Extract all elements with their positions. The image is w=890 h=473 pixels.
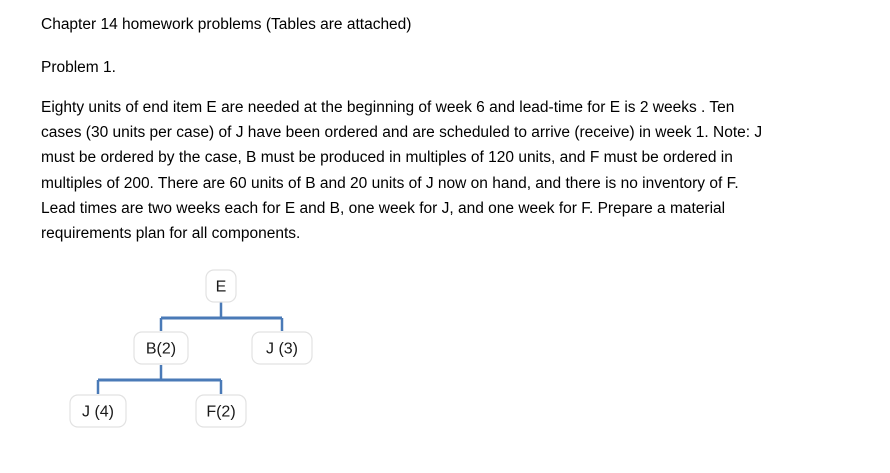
node-f <box>196 395 246 427</box>
node-j4 <box>70 395 126 427</box>
node-j3-label: J (3) <box>266 340 298 358</box>
node-e-label: E <box>215 278 227 296</box>
node-b <box>134 332 188 364</box>
paragraph-line-4: multiples of 200. There are 60 units of B and 20 units of J now on hand, and there is no inventory of F. <box>41 175 739 192</box>
node-j4-label: J (4) <box>82 403 114 421</box>
node-e <box>206 270 236 302</box>
node-j3 <box>252 332 312 364</box>
paragraph-line-3: must be ordered by the case, B must be produced in multiples of 120 units, and F must be ordered in <box>41 149 733 166</box>
chapter-title: Chapter 14 homework problems (Tables are attached) <box>41 16 412 33</box>
paragraph-line-5: Lead times are two weeks each for E and B, one week for J, and one week for F. Prepare a material <box>41 200 726 217</box>
node-b-label: B(2) <box>145 340 177 358</box>
problem-heading: Problem 1. <box>41 59 116 76</box>
paragraph-line-6: requirements plan for all components. <box>41 225 301 242</box>
paragraph-line-1: Eighty units of end item E are needed at the beginning of week 6 and lead-time for E is 2 weeks . Ten <box>41 99 735 116</box>
node-f-label: F(2) <box>206 403 236 421</box>
paragraph-line-2: cases (30 units per case) of J have been ordered and are scheduled to arrive (receive) in week 1. Note: J <box>41 124 763 141</box>
